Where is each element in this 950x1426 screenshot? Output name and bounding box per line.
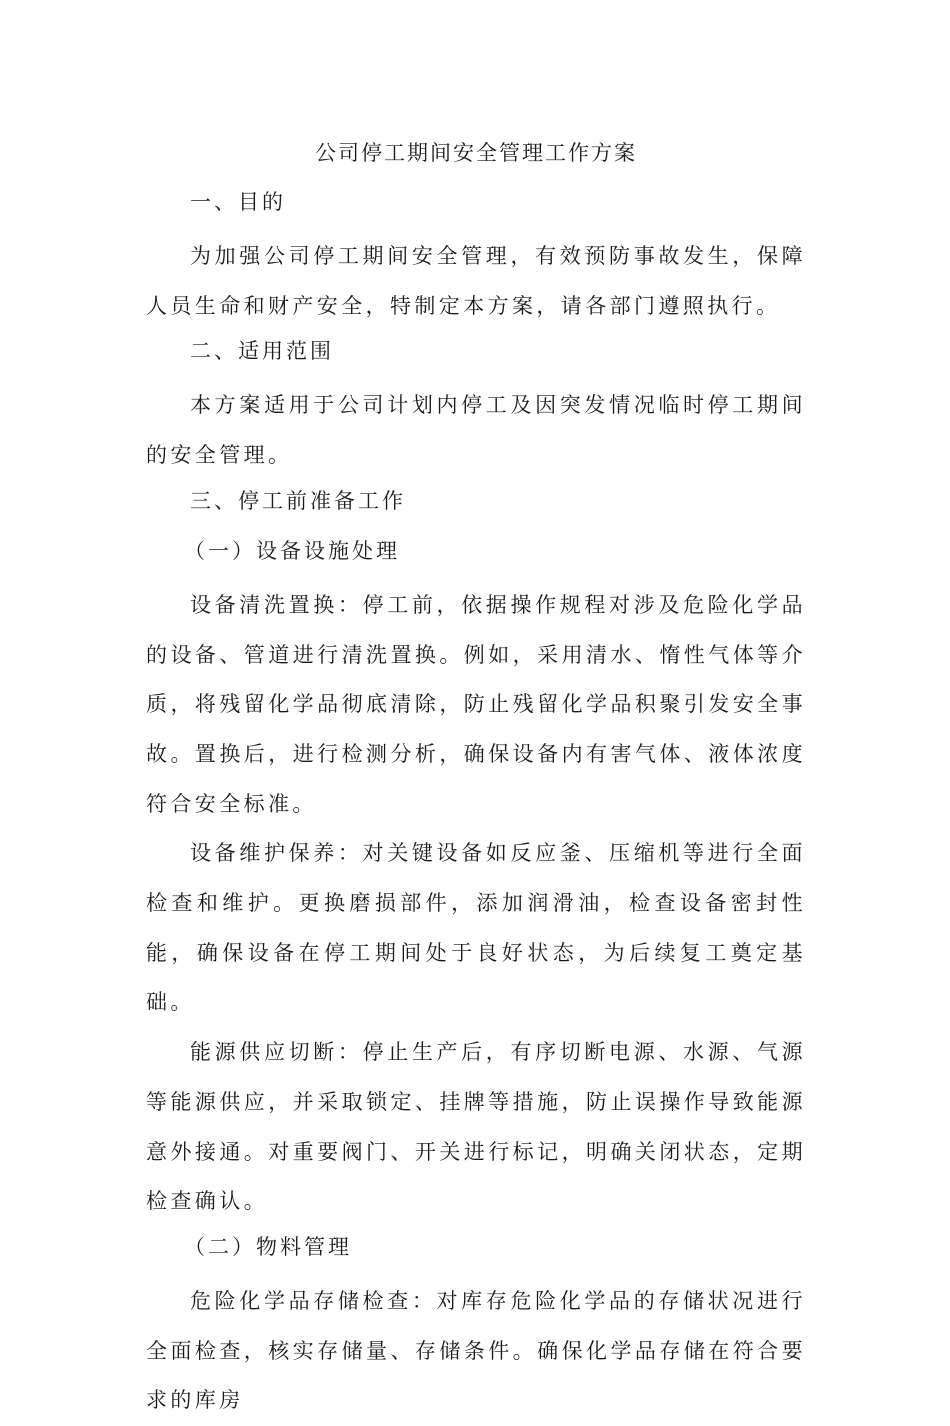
paragraph-chemical-storage: 危险化学品存储检查：对库存危险化学品的存储状况进行全面检查，核实存储量、存储条件。确保化学品存储在符合要求的库房 (146, 1288, 806, 1413)
paragraph-equipment-maintenance: 设备维护保养：对关键设备如反应釜、压缩机等进行全面检查和维护。更换磨损部件，添加润滑油，检查设备密封性能，确保设备在停工期间处于良好状态，为后续复工奠定基础。 (146, 841, 806, 1015)
subheading-materials: （二）物料管理 (184, 1234, 352, 1259)
paragraph-equipment-cleaning: 设备清洗置换：停工前，依据操作规程对涉及危险化学品的设备、管道进行清洗置换。例如，采用清水、惰性气体等介质，将残留化学品彻底清除，防止残留化学品积聚引发安全事故。置换后，进行检测分析，确保设备内有害气体、液体浓度符合安全标准。 (146, 592, 806, 816)
section-heading-purpose: 一、目的 (190, 190, 286, 214)
subheading-equipment: （一）设备设施处理 (184, 538, 400, 563)
paragraph-energy-cutoff: 能源供应切断：停止生产后，有序切断电源、水源、气源等能源供应，并采取锁定、挂牌等措施，防止误操作导致能源意外接通。对重要阀门、开关进行标记，明确关闭状态，定期检查确认。 (146, 1040, 806, 1214)
paragraph-scope: 本方案适用于公司计划内停工及因突发情况临时停工期间的安全管理。 (146, 393, 806, 468)
document-body (146, 134, 806, 1426)
paragraph-purpose: 为加强公司停工期间安全管理，有效预防事故发生，保障人员生命和财产安全，特制定本方案，请各部门遵照执行。 (146, 244, 806, 318)
section-heading-preparation: 三、停工前准备工作 (190, 488, 406, 513)
document-title: 公司停工期间安全管理工作方案 (315, 141, 637, 165)
section-heading-scope: 二、适用范围 (190, 339, 334, 364)
